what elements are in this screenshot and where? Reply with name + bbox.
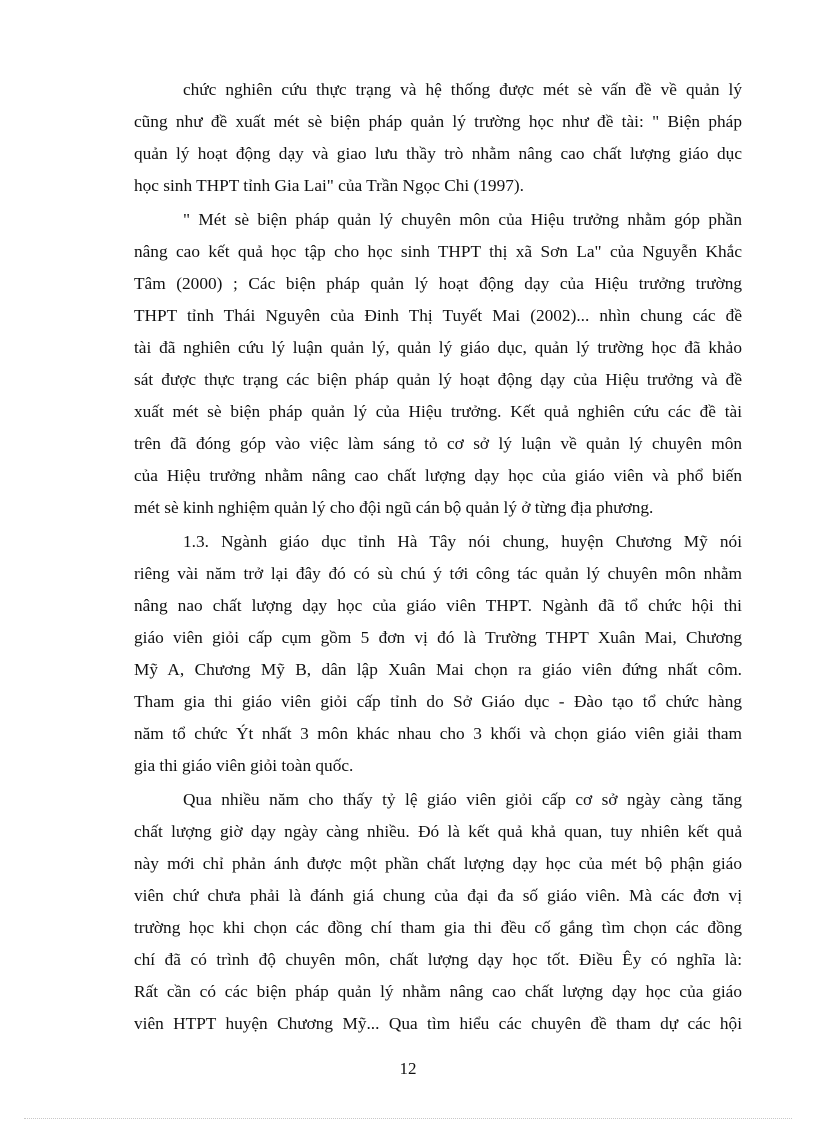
text-line: Mỹ A, Chương Mỹ B, dân lập Xuân Mai chọn ra giáo viên đứng nhất côm.	[134, 660, 742, 679]
text-line: riêng vài năm trở lại đây đó có sù chú ý tới công tác quản lý chuyên môn nhằm	[134, 564, 742, 583]
paragraph-3	[134, 526, 742, 782]
text-line: học sinh THPT tỉnh Gia Lai" của Trần Ngọc Chi (1997).	[134, 176, 524, 195]
paragraph-4	[134, 784, 742, 1040]
paragraph-1	[134, 74, 742, 202]
text-line: trên đã đóng góp vào việc làm sáng tỏ cơ sở lý luận về quản lý chuyên môn	[134, 434, 742, 453]
text-line: viên HTPT huyện Chương Mỹ... Qua tìm hiểu các chuyên đề tham dự các hội	[134, 1014, 742, 1033]
text-line: giáo viên giỏi cấp cụm gồm 5 đơn vị đó là Trường THPT Xuân Mai, Chương	[134, 628, 742, 647]
text-line: THPT tỉnh Thái Nguyên của Đinh Thị Tuyết Mai (2002)... nhìn chung các đề	[134, 306, 742, 325]
text-line: " Mét sè biện pháp quản lý chuyên môn của Hiệu trưởng nhằm góp phần	[183, 210, 742, 229]
text-line: chức nghiên cứu thực trạng và hệ thống được mét sè vấn đề về quản lý	[183, 80, 742, 99]
text-line: xuất mét sè biện pháp quản lý của Hiệu trưởng. Kết quả nghiên cứu các đề tài	[134, 402, 742, 421]
text-line: 1.3. Ngành giáo dục tỉnh Hà Tây nói chung, huyện Chương Mỹ nói	[183, 532, 742, 551]
text-line: mét sè kinh nghiệm quản lý cho đội ngũ cán bộ quản lý ở từng địa phương.	[134, 498, 654, 517]
body-text	[134, 74, 742, 1040]
text-line: tài đã nghiên cứu lý luận quản lý, quản lý giáo dục, quản lý trường học đã khảo	[134, 338, 742, 357]
text-line: chất lượng giờ dạy ngày càng nhiều. Đó là kết quả khả quan, tuy nhiên kết quả	[134, 822, 742, 841]
text-line: Qua nhiều năm cho thấy tỷ lệ giáo viên giỏi cấp cơ sở ngày càng tăng	[183, 790, 742, 809]
text-line: cũng như đề xuất mét sè biện pháp quản lý trường học như đề tài: " Biện pháp	[134, 112, 742, 131]
text-line: viên chứ chưa phải là đánh giá chung của đại đa số giáo viên. Mà các đơn vị	[134, 886, 742, 905]
text-line: nâng cao kết quả học tập cho học sinh THPT thị xã Sơn La" của Nguyễn Khắc	[134, 242, 742, 261]
text-line: Rất cần có các biện pháp quản lý nhằm nâng cao chất lượng dạy học của giáo	[134, 982, 742, 1001]
text-line: gia thi giáo viên giỏi toàn quốc.	[134, 756, 354, 775]
text-line: của Hiệu trưởng nhằm nâng cao chất lượng dạy học của giáo viên và phổ biến	[134, 466, 742, 485]
text-line: năm tổ chức Ýt nhất 3 môn khác nhau cho 3 khối và chọn giáo viên giải tham	[134, 724, 742, 743]
page-number: 12	[399, 1059, 417, 1078]
text-line: chí đã có trình độ chuyên môn, chất lượng dạy học tốt. Điều Êy có nghĩa là:	[134, 950, 742, 969]
text-line: Tham gia thi giáo viên giỏi cấp tỉnh do Sở Giáo dục - Đào tạo tổ chức hàng	[134, 692, 742, 711]
text-line: nâng nao chất lượng dạy học của giáo viên THPT. Ngành đã tổ chức hội thi	[134, 596, 742, 615]
text-line: này mới chỉ phản ánh được một phần chất lượng dạy học của mét bộ phận giáo	[134, 854, 742, 873]
text-line: Tâm (2000) ; Các biện pháp quản lý hoạt động dạy của Hiệu trưởng trường	[134, 274, 742, 293]
text-line: quản lý hoạt động dạy và giao lưu thầy trò nhằm nâng cao chất lượng giáo dục	[134, 144, 742, 163]
paragraph-2	[134, 204, 742, 524]
text-line: trường học khi chọn các đồng chí tham gia thi đều cố gắng tìm chọn các đồng	[134, 918, 742, 937]
footer-divider	[24, 1118, 792, 1119]
text-line: sát được thực trạng các biện pháp quản lý hoạt động dạy của Hiệu trưởng và đề	[134, 370, 742, 389]
